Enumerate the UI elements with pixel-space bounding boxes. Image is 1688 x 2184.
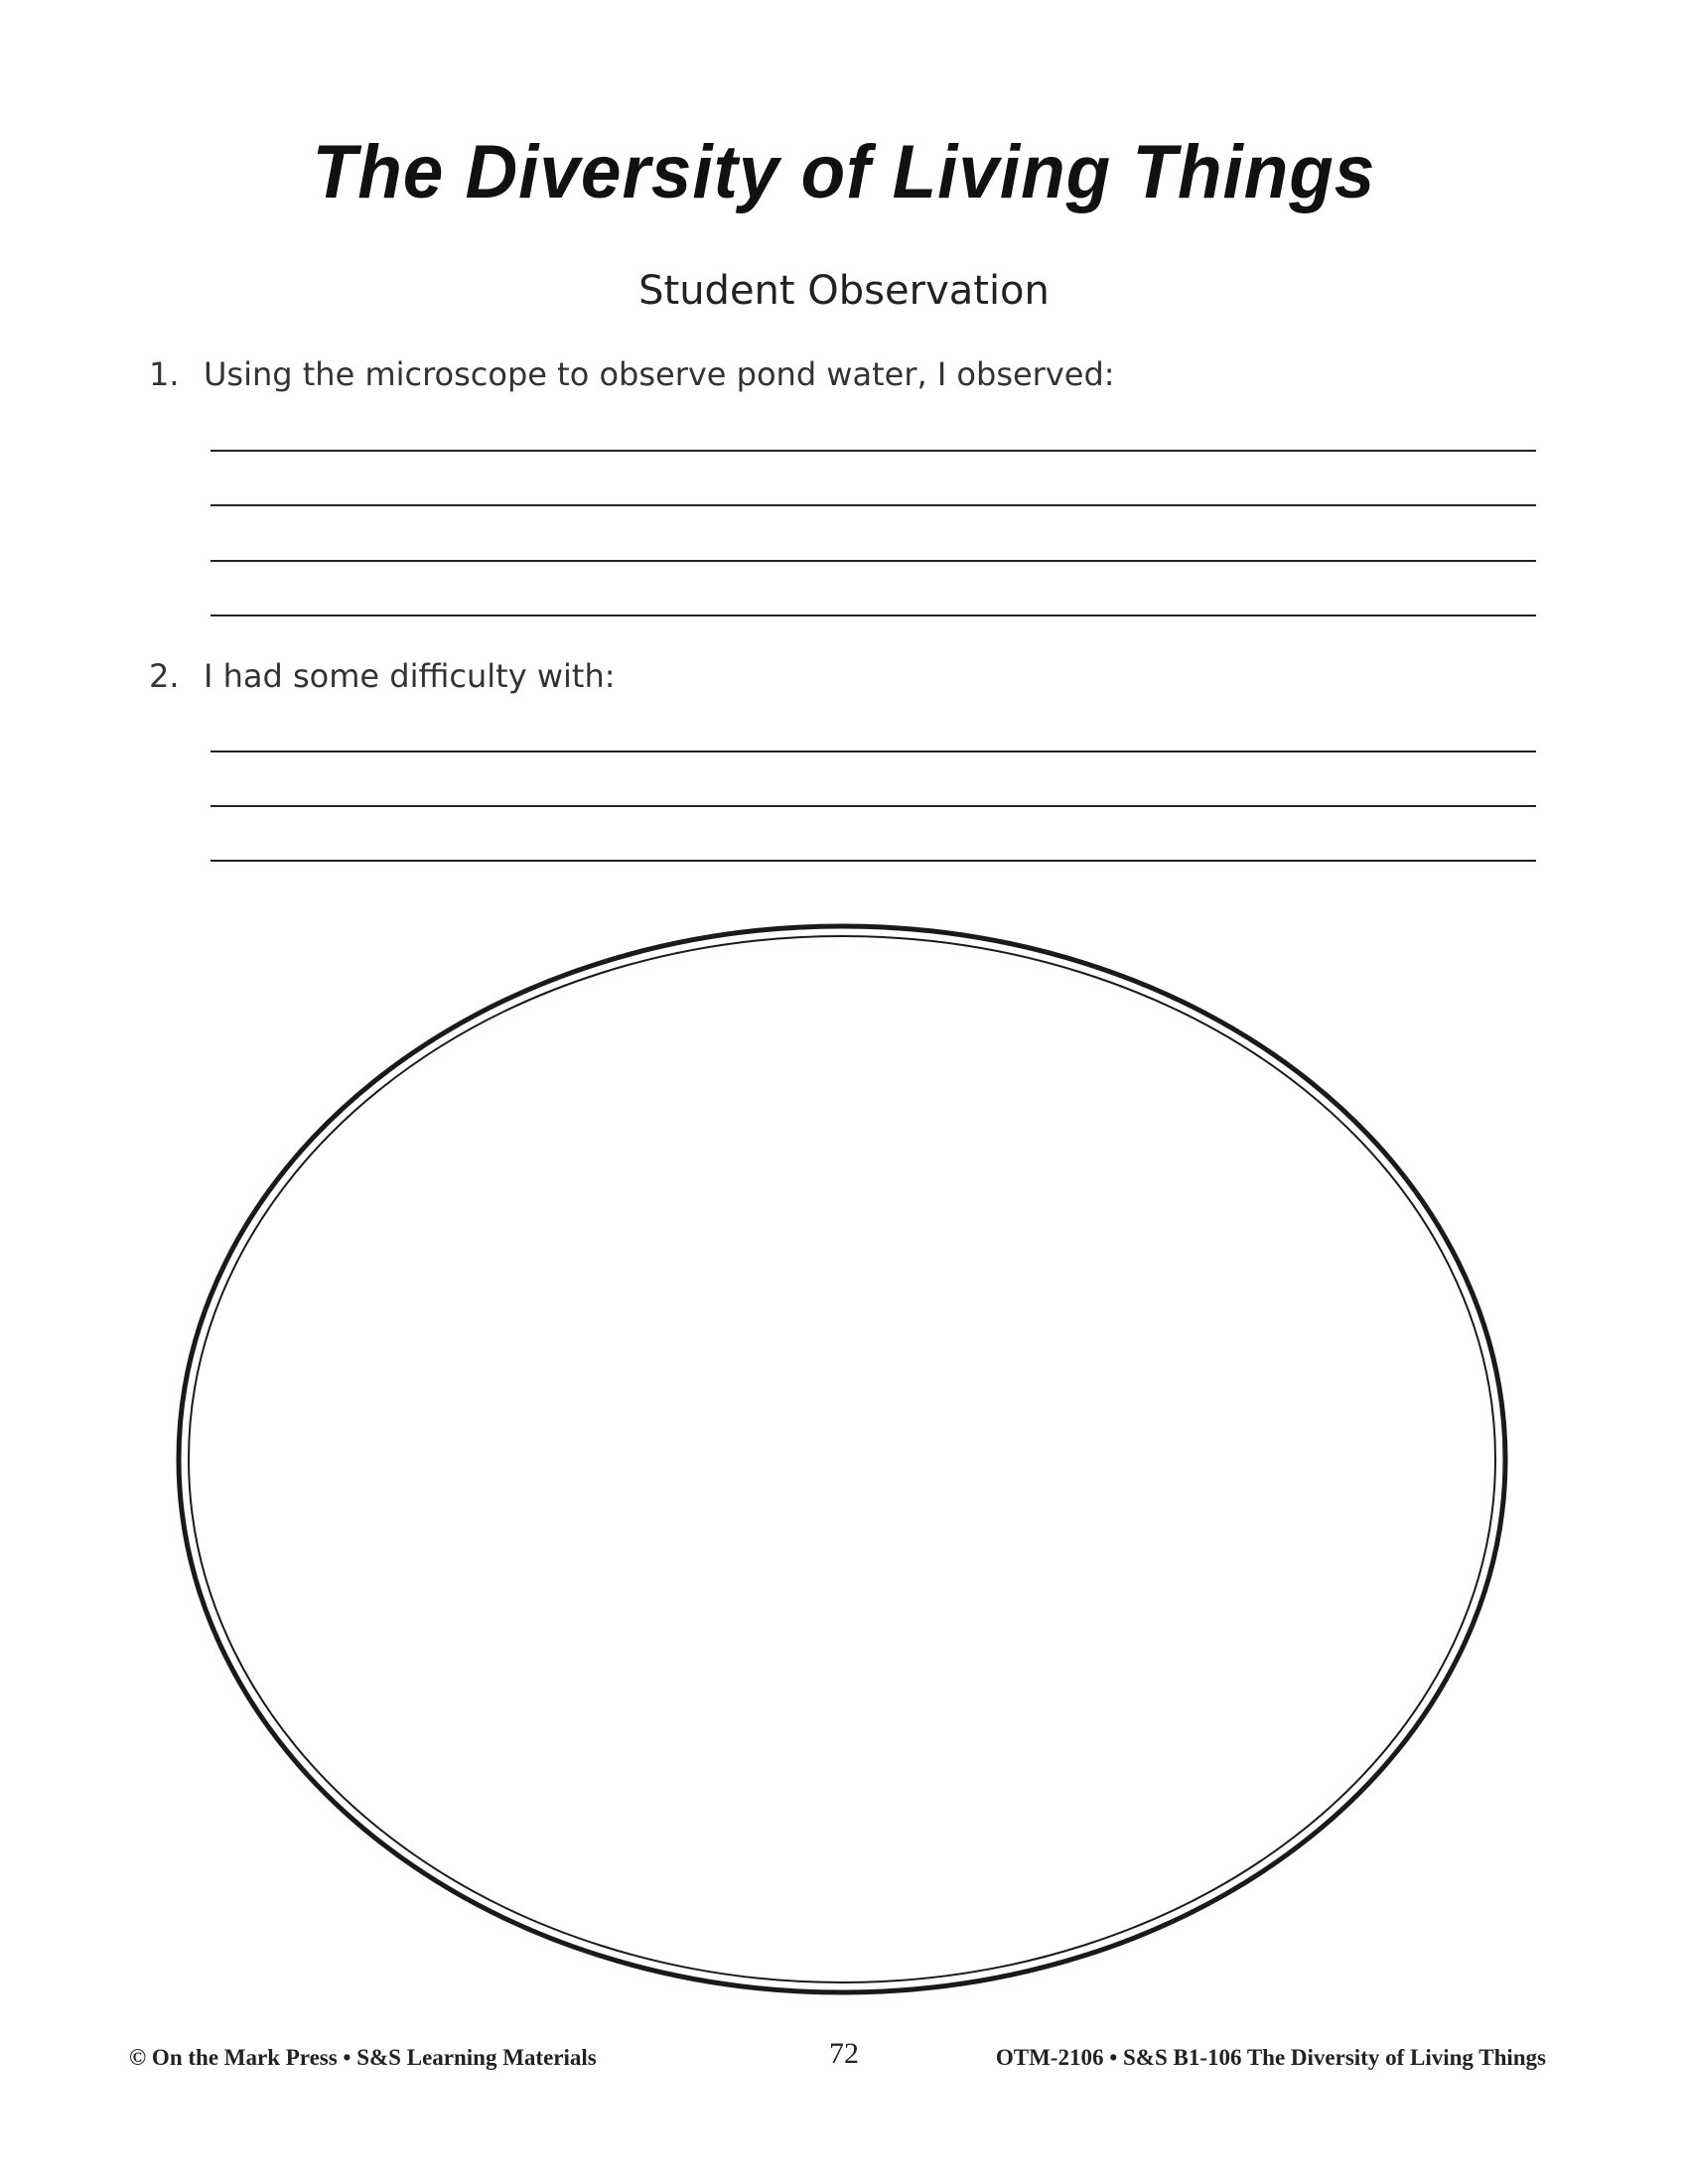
- page-subtitle: Student Observation: [638, 268, 1050, 314]
- footer-copyright: © On the Mark Press • S&S Learning Materials: [129, 2045, 597, 2070]
- footer-product-code: OTM-2106 • S&S B1-106 The Diversity of Living Things: [995, 2045, 1546, 2070]
- question-2-text: I had some difficulty with:: [204, 657, 616, 695]
- question-1-number: 1.: [149, 355, 180, 393]
- observation-circle-outer: [179, 926, 1505, 1992]
- page-number: 72: [829, 2037, 859, 2070]
- page-title: The Diversity of Living Things: [312, 130, 1376, 214]
- observation-circle-inner: [189, 936, 1495, 1982]
- question-1-text: Using the microscope to observe pond water, I observed:: [204, 355, 1115, 393]
- question-2-number: 2.: [149, 657, 180, 695]
